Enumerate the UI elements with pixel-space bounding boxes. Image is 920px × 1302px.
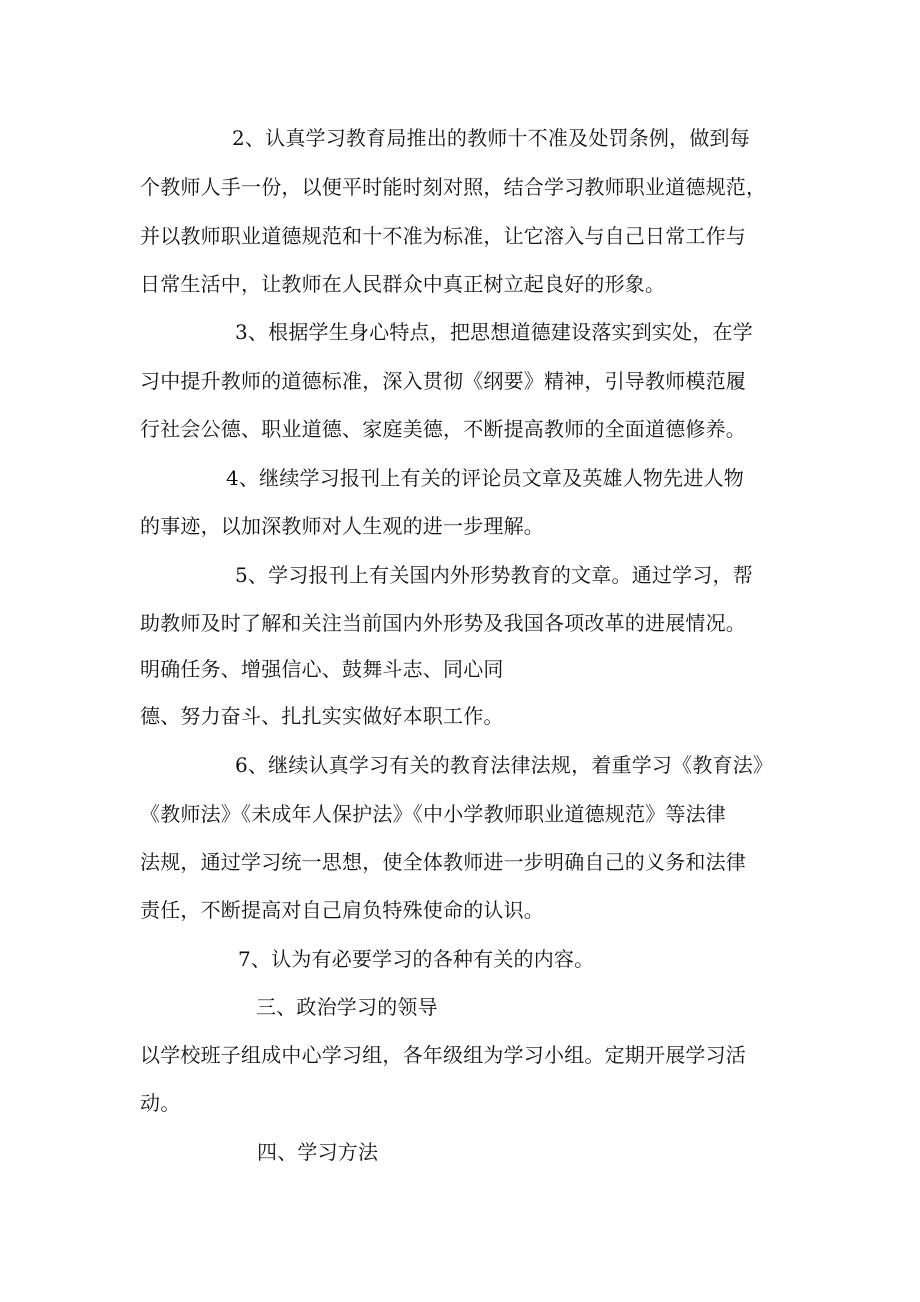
paragraph-4-line-2: 的事迹，以加深教师对人生观的进一步理解。 <box>140 514 544 538</box>
paragraph-2-line-3: 并以教师职业道德规范和十不准为标准，让它溶入与自己日常工作与 <box>140 224 746 248</box>
paragraph-7-line-1: 7、认为有必要学习的各种有关的内容。 <box>238 947 595 971</box>
paragraph-3-line-1: 3、根据学生身心特点，把思想道德建设落实到实处，在学 <box>235 320 753 344</box>
paragraph-3-line-2: 习中提升教师的道德标准，深入贯彻《纲要》精神，引导教师模范履 <box>140 369 746 393</box>
paragraph-6-line-1: 6、继续认真学习有关的教育法律法规，着重学习《教育法》 <box>235 753 774 777</box>
paragraph-6-line-3: 法规，通过学习统一思想，使全体教师进一步明确自己的义务和法律 <box>140 850 746 874</box>
paragraph-5-line-2: 助教师及时了解和关注当前国内外形势及我国各项改革的进展情况。 <box>140 611 746 635</box>
paragraph-3-line-3: 行社会公德、职业道德、家庭美德，不断提高教师的全面道德修养。 <box>140 417 746 441</box>
paragraph-2-line-1: 2、认真学习教育局推出的教师十不准及处罚条例，做到每 <box>232 126 750 150</box>
paragraph-5-line-3: 明确任务、增强信心、鼓舞斗志、同心同 <box>140 657 504 681</box>
section-heading-4: 四、学习方法 <box>257 1140 379 1164</box>
paragraph-6-line-4: 责任，不断提高对自己肩负特殊使命的认识。 <box>140 898 544 922</box>
paragraph-4-line-1: 4、继续学习报刊上有关的评论员文章及英雄人物先进人物 <box>226 466 744 490</box>
section-heading-3: 三、政治学习的领导 <box>256 995 438 1019</box>
paragraph-5-line-1: 5、学习报刊上有关国内外形势教育的文章。通过学习，帮 <box>235 563 753 587</box>
paragraph-6-line-2: 《教师法》《未成年人保护法》《中小学教师职业道德规范》等法律 <box>140 802 726 826</box>
paragraph-2-line-2: 个教师人手一份，以便平时能时刻对照，结合学习教师职业道德规范， <box>140 175 767 199</box>
paragraph-2-line-4: 日常生活中，让教师在人民群众中真正树立起良好的形象。 <box>140 272 666 296</box>
paragraph-5-line-4: 德、努力奋斗、扎扎实实做好本职工作。 <box>140 704 504 728</box>
paragraph-8-line-1: 以学校班子组成中心学习组，各年级组为学习小组。定期开展学习活 <box>140 1043 746 1067</box>
paragraph-8-line-2: 动。 <box>140 1091 181 1115</box>
